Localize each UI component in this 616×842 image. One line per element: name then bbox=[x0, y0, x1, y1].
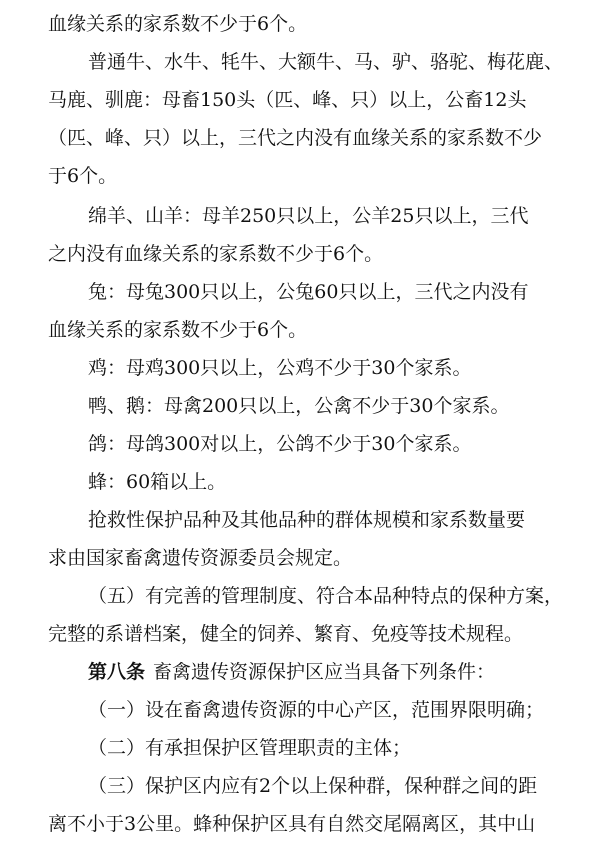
text-line-19: （一）设在畜禽遗传资源的中心产区，范围界限明确； bbox=[88, 699, 545, 721]
text-line-21: （三）保护区内应有2个以上保种群，保种群之间的距 bbox=[88, 775, 538, 797]
article-label: 第八条 bbox=[88, 661, 146, 683]
text-line-3: 马鹿、驯鹿：母畜150头（匹、峰、只）以上，公畜12头 bbox=[48, 89, 527, 111]
text-line-10: 鸡：母鸡300只以上，公鸡不少于30个家系。 bbox=[88, 357, 472, 379]
text-line-9: 血缘关系的家系数不少于6个。 bbox=[48, 319, 308, 341]
text-line-12: 鸽：母鸽300对以上，公鸽不少于30个家系。 bbox=[88, 433, 472, 455]
text-line-15: 求由国家畜禽遗传资源委员会规定。 bbox=[48, 547, 353, 569]
text-line-4: （匹、峰、只）以上，三代之内没有血缘关系的家系数不少 bbox=[48, 127, 543, 149]
text-line-7: 之内没有血缘关系的家系数不少于6个。 bbox=[48, 243, 384, 265]
text-line-16: （五）有完善的管理制度、符合本品种特点的保种方案， bbox=[88, 585, 564, 607]
text-line-13: 蜂：60箱以上。 bbox=[88, 471, 227, 493]
text-line-22: 离不小于3公里。蜂种保护区具有自然交尾隔离区，其中山 bbox=[48, 813, 536, 835]
article-text: 畜禽遗传资源保护区应当具备下列条件： bbox=[153, 661, 496, 683]
text-line-17: 完整的系谱档案，健全的饲养、繁育、免疫等技术规程。 bbox=[48, 623, 524, 645]
text-line-18 bbox=[0, 654, 616, 690]
text-line-11: 鸭、鹅：母禽200只以上，公禽不少于30个家系。 bbox=[88, 395, 510, 417]
text-line-6: 绵羊、山羊：母羊250只以上，公羊25只以上，三代 bbox=[88, 205, 529, 227]
text-line-14: 抢救性保护品种及其他品种的群体规模和家系数量要 bbox=[88, 509, 526, 531]
text-line-2: 普通牛、水牛、牦牛、大额牛、马、驴、骆驼、梅花鹿、 bbox=[88, 51, 564, 73]
text-line-20: （二）有承担保护区管理职责的主体； bbox=[88, 737, 412, 759]
text-line-1: 血缘关系的家系数不少于6个。 bbox=[48, 13, 308, 35]
text-line-8: 兔：母兔300只以上，公兔60只以上，三代之内没有 bbox=[88, 281, 529, 303]
text-line-5: 于6个。 bbox=[48, 165, 118, 187]
